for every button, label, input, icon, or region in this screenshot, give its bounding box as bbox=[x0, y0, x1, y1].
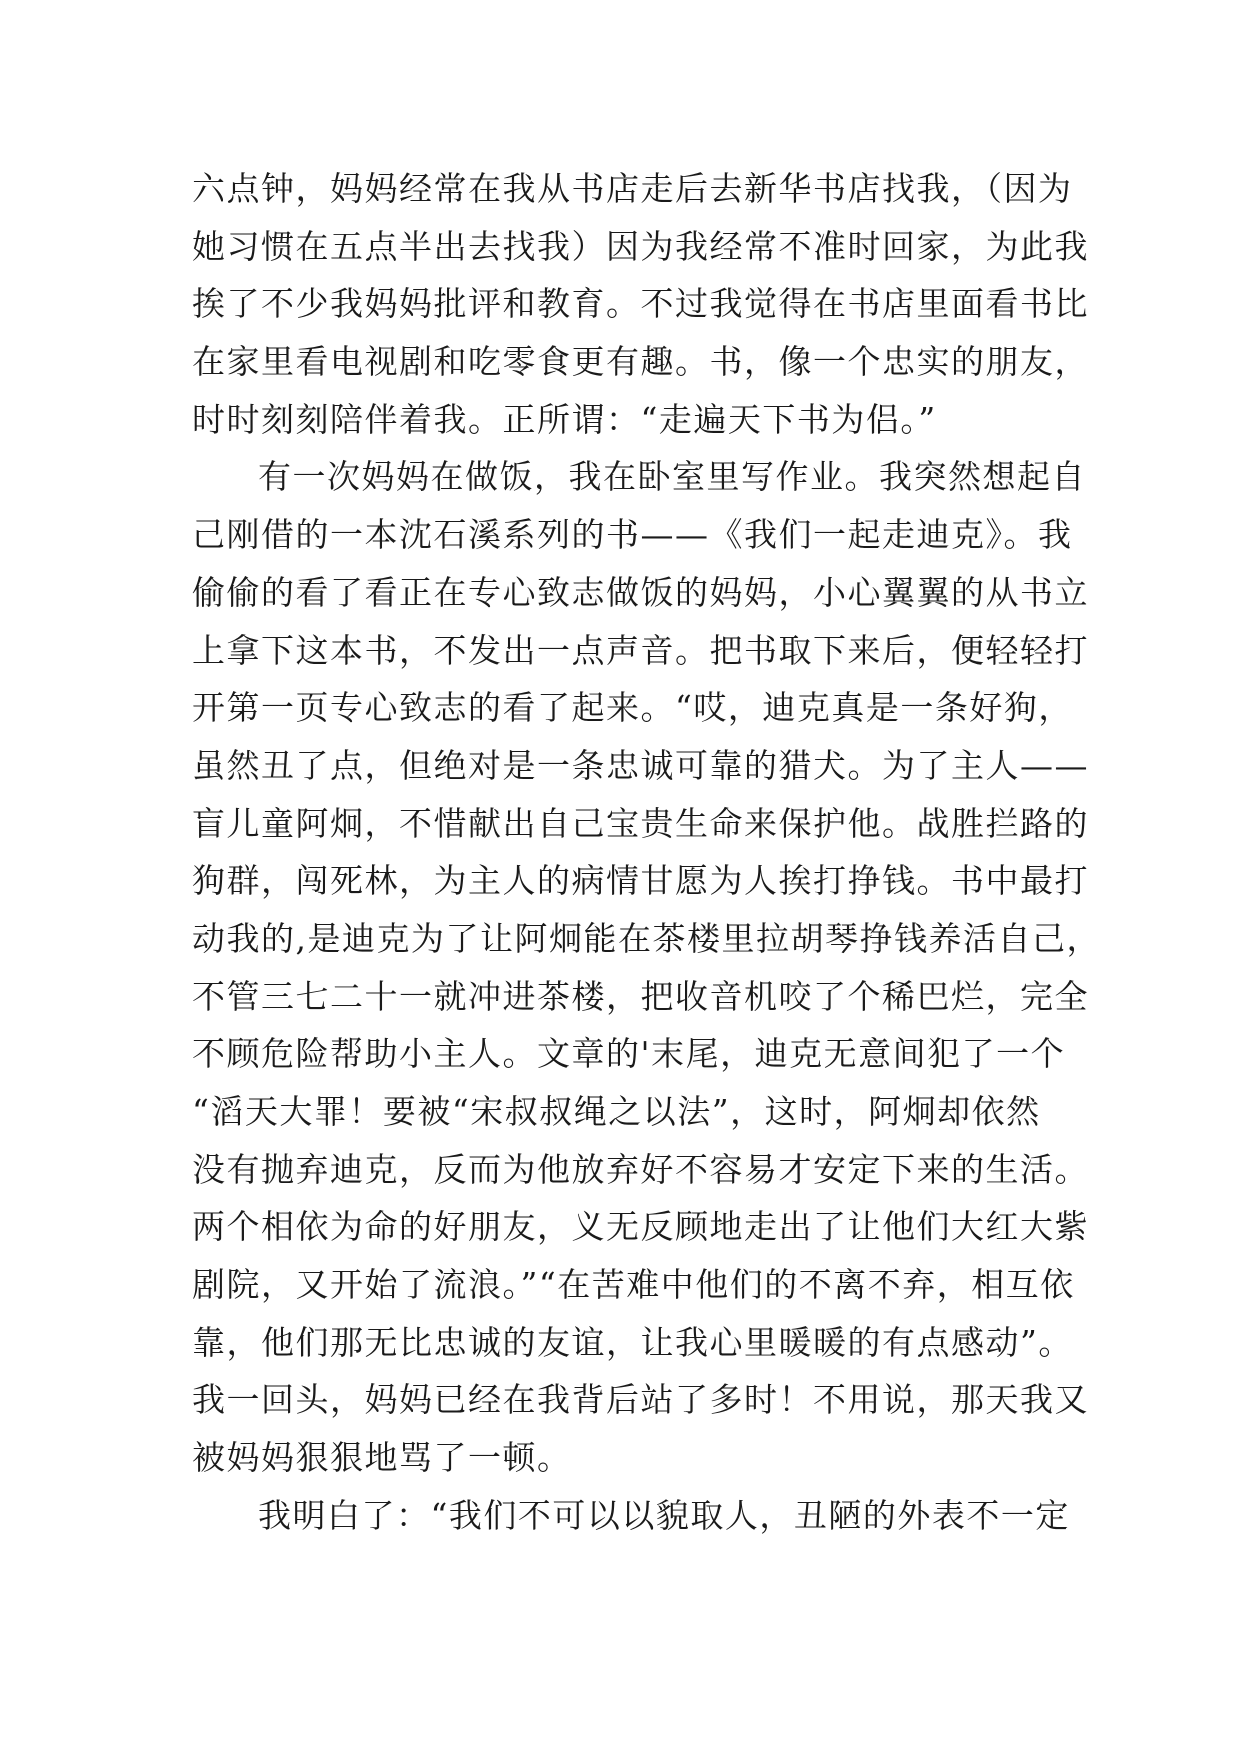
text-line-19: 两个相依为命的好朋友，义无反顾地走出了让他们大红大紫 bbox=[192, 1207, 1089, 1247]
text-line-21: 靠，他们那无比忠诚的友谊，让我心里暖暖的有点感动”。 bbox=[192, 1322, 1073, 1362]
text-line-24: 我明白了：“我们不可以以貌取人，丑陋的外表不一定 bbox=[258, 1495, 1070, 1535]
text-line-12: 盲儿童阿炯，不惜献出自己宝贵生命来保护他。战胜拦路的 bbox=[192, 803, 1089, 843]
text-line-20: 剧院，又开始了流浪。”“在苦难中他们的不离不弃，相互依 bbox=[192, 1265, 1075, 1305]
text-line-6: 有一次妈妈在做饭，我在卧室里写作业。我突然想起自 bbox=[258, 457, 1086, 497]
text-line-8: 偷偷的看了看正在专心致志做饭的妈妈，小心翼翼的从书立 bbox=[192, 572, 1089, 612]
text-line-7: 己刚借的一本沈石溪系列的书——《我们一起走迪克》。我 bbox=[192, 515, 1073, 555]
essay-body bbox=[192, 160, 1101, 1545]
text-line-11: 虽然丑了点，但绝对是一条忠诚可靠的猎犬。为了主人—— bbox=[192, 745, 1089, 785]
text-line-18: 没有抛弃迪克，反而为他放弃好不容易才安定下来的生活。 bbox=[192, 1149, 1089, 1189]
text-line-9: 上拿下这本书，不发出一点声音。把书取下来后，便轻轻打 bbox=[192, 630, 1089, 670]
text-line-10: 开第一页专心致志的看了起来。“哎，迪克真是一条好狗， bbox=[192, 688, 1073, 728]
text-line-5: 时时刻刻陪伴着我。正所谓：“走遍天下书为侣。” bbox=[192, 399, 937, 439]
text-line-16: 不顾危险帮助小主人。文章的'末尾，迪克无意间犯了一个 bbox=[192, 1034, 1066, 1074]
text-line-22: 我一回头，妈妈已经在我背后站了多时！不用说，那天我又 bbox=[192, 1380, 1089, 1420]
text-line-3: 挨了不少我妈妈批评和教育。不过我觉得在书店里面看书比 bbox=[192, 284, 1089, 324]
text-line-13: 狗群，闯死林，为主人的病情甘愿为人挨打挣钱。书中最打 bbox=[192, 861, 1089, 901]
text-line-17: “滔天大罪！要被“宋叔叔绳之以法”，这时，阿炯却依然 bbox=[192, 1092, 1041, 1131]
text-line-1: 六点钟，妈妈经常在我从书店走后去新华书店找我，（因为 bbox=[192, 169, 1073, 208]
text-line-2: 她习惯在五点半出去找我）因为我经常不准时回家，为此我 bbox=[192, 226, 1089, 266]
text-line-4: 在家里看电视剧和吃零食更有趣。书，像一个忠实的朋友， bbox=[192, 342, 1089, 382]
text-line-23: 被妈妈狠狠地骂了一顿。 bbox=[192, 1438, 572, 1478]
text-line-15: 不管三七二十一就冲进茶楼，把收音机咬了个稀巴烂，完全 bbox=[192, 976, 1089, 1016]
text-line-14: 动我的,是迪克为了让阿炯能在茶楼里拉胡琴挣钱养活自己， bbox=[192, 918, 1101, 958]
